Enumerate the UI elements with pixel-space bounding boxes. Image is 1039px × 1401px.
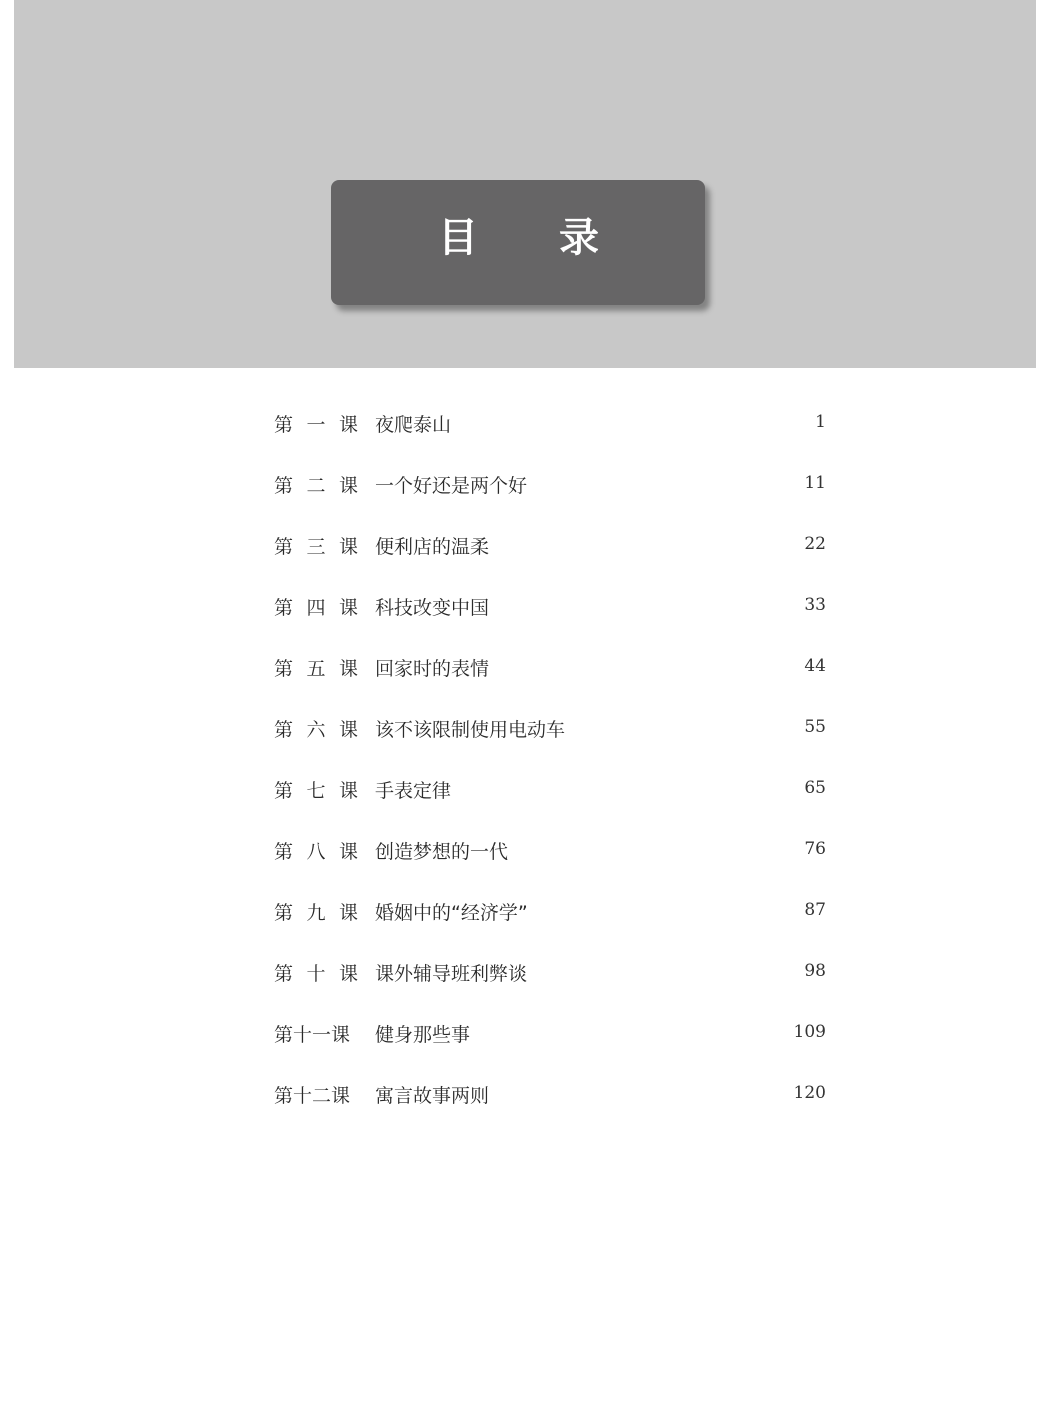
- lesson-title: 夜爬泰山: [375, 414, 452, 436]
- page-number: 11: [804, 473, 826, 493]
- lesson-label-part: 第: [274, 841, 294, 863]
- toc-entry[interactable]: [274, 1015, 826, 1076]
- lesson-label-part: 六: [306, 719, 326, 741]
- lesson-label-part: 课: [338, 536, 358, 558]
- lesson-label-part: 八: [306, 841, 326, 863]
- page-number: 120: [793, 1083, 826, 1103]
- page-number: 55: [804, 717, 826, 737]
- lesson-label-part: 第: [274, 536, 294, 558]
- table-of-contents: [274, 405, 826, 1137]
- lesson-title: 科技改变中国: [375, 597, 490, 619]
- page-number: 44: [804, 656, 826, 676]
- toc-entry[interactable]: [274, 466, 826, 527]
- lesson-label: [274, 898, 358, 925]
- page-number: 33: [804, 595, 826, 615]
- lesson-label-part: 课: [338, 780, 358, 802]
- lesson-label: [274, 532, 358, 559]
- lesson-label: [274, 776, 358, 803]
- lesson-label-part: 第十二课: [274, 1085, 351, 1107]
- lesson-title: 婚姻中的“经济学”: [375, 902, 528, 924]
- lesson-label-part: 第: [274, 597, 294, 619]
- lesson-label: [274, 410, 358, 437]
- lesson-label-part: 课: [338, 414, 358, 436]
- page-number: 76: [804, 839, 826, 859]
- lesson-label-part: 第: [274, 414, 294, 436]
- lesson-label-part: 第: [274, 902, 294, 924]
- lesson-label: [274, 837, 358, 864]
- lesson-label-part: 十: [306, 963, 326, 985]
- lesson-label-part: 课: [338, 597, 358, 619]
- toc-entry[interactable]: [274, 588, 826, 649]
- page-number: 22: [804, 534, 826, 554]
- page-number: 109: [793, 1022, 826, 1042]
- toc-entry[interactable]: [274, 710, 826, 771]
- lesson-label-part: 第: [274, 780, 294, 802]
- toc-entry[interactable]: [274, 405, 826, 466]
- lesson-label-part: 九: [306, 902, 326, 924]
- lesson-label-part: 四: [306, 597, 326, 619]
- page-number: 65: [804, 778, 826, 798]
- page-number: 98: [804, 961, 826, 981]
- lesson-title: 创造梦想的一代: [375, 841, 509, 863]
- toc-entry[interactable]: [274, 771, 826, 832]
- lesson-label: [274, 593, 358, 620]
- page-number: 87: [804, 900, 826, 920]
- lesson-label: [274, 959, 358, 986]
- lesson-title: 便利店的温柔: [375, 536, 490, 558]
- lesson-title: 寓言故事两则: [375, 1085, 490, 1107]
- lesson-title: 该不该限制使用电动车: [375, 719, 566, 741]
- toc-entry[interactable]: [274, 954, 826, 1015]
- toc-entry[interactable]: [274, 832, 826, 893]
- lesson-label-part: 课: [338, 963, 358, 985]
- lesson-label-part: 第: [274, 719, 294, 741]
- lesson-label-part: 第: [274, 475, 294, 497]
- toc-entry[interactable]: [274, 649, 826, 710]
- lesson-title: 课外辅导班利弊谈: [375, 963, 528, 985]
- lesson-label-part: 五: [306, 658, 326, 680]
- lesson-title: 健身那些事: [375, 1024, 471, 1046]
- toc-entry[interactable]: [274, 893, 826, 954]
- toc-title-box: [331, 180, 705, 305]
- page-title-char-2: 录: [559, 215, 599, 261]
- page-title-char-1: 目: [438, 215, 478, 261]
- lesson-label-part: 课: [338, 658, 358, 680]
- page-number: 1: [815, 412, 826, 432]
- lesson-label-part: 七: [306, 780, 326, 802]
- lesson-label-part: 三: [306, 536, 326, 558]
- lesson-label-part: 课: [338, 841, 358, 863]
- lesson-label-part: 课: [338, 475, 358, 497]
- lesson-title: 回家时的表情: [375, 658, 490, 680]
- lesson-label-part: 第: [274, 658, 294, 680]
- lesson-label-part: 第十一课: [274, 1024, 351, 1046]
- lesson-label: [274, 1081, 358, 1108]
- toc-entry[interactable]: [274, 1076, 826, 1137]
- lesson-title: 手表定律: [375, 780, 452, 802]
- lesson-label: [274, 1020, 358, 1047]
- lesson-title: 一个好还是两个好: [375, 475, 528, 497]
- lesson-label-part: 课: [338, 719, 358, 741]
- toc-entry[interactable]: [274, 527, 826, 588]
- lesson-label-part: 课: [338, 902, 358, 924]
- lesson-label: [274, 654, 358, 681]
- lesson-label: [274, 715, 358, 742]
- lesson-label-part: 第: [274, 963, 294, 985]
- lesson-label-part: 二: [306, 475, 326, 497]
- lesson-label-part: 一: [306, 414, 326, 436]
- lesson-label: [274, 471, 358, 498]
